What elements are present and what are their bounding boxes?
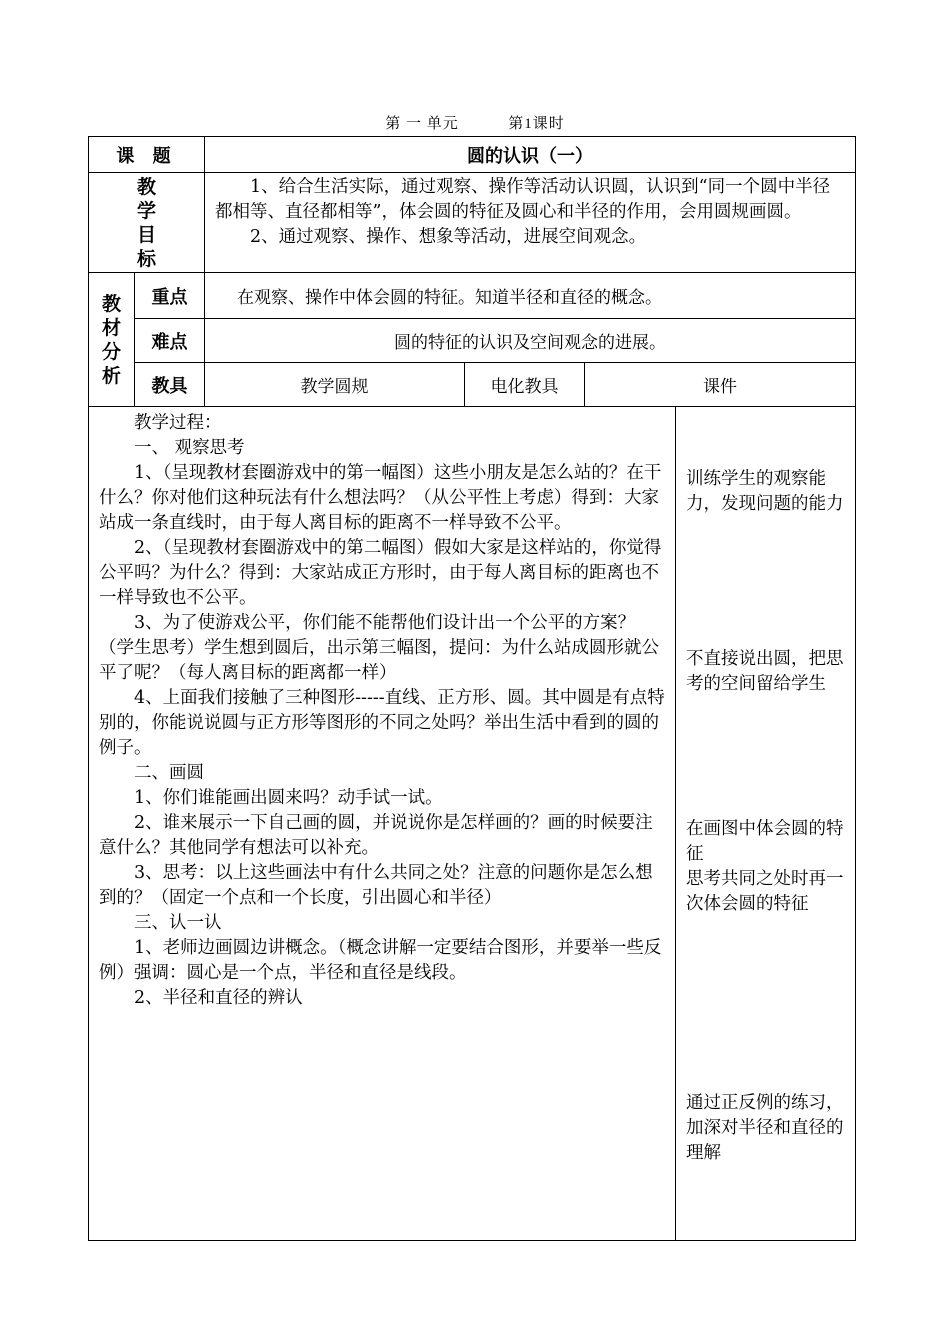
note-4: 思考共同之处时再一次体会圆的特征	[686, 869, 844, 914]
teaching-process	[89, 407, 676, 1241]
section-heading: 三、认一认	[134, 913, 222, 933]
process-paragraph: 2、半径和直径的辨认	[134, 988, 303, 1008]
process-paragraph: 3、为了使游戏公平，你们能不能帮他们设计出一个公平的方案？（学生思考）学生想到圆后，出示第三幅图，提问：为什么站成圆形就公平了呢？（每人离目标的距离都一样）	[99, 613, 659, 683]
topic-label: 课 题	[89, 137, 205, 173]
goals-label: 教 学 目 标	[89, 173, 205, 273]
tools-label: 教具	[135, 363, 205, 407]
process-paragraph: 1、（呈现教材套圈游戏中的第一幅图）这些小朋友是怎么站的？在干什么？你对他们这种玩法有什么想法吗？（从公平性上考虑）得到：大家站成一条直线时，由于每人离目标的距离不一样导致不公平。	[99, 463, 662, 533]
section-heading: 一、 观察思考	[134, 438, 245, 458]
analysis-label: 教 材 分 析	[89, 273, 135, 407]
teaching-goals	[205, 173, 856, 273]
unit-label: 第 一 单元	[385, 116, 459, 132]
process-paragraph: 2、（呈现教材套圈游戏中的第二幅图）假如大家是这样站的，你觉得公平吗？为什么？得到：大家站成正方形时，由于每人离目标的距离也不一样导致也不公平。	[99, 538, 662, 608]
page-header	[0, 112, 950, 133]
goal-1: 1、给合生活实际，通过观察、操作等活动认识圆，认识到“同一个圆中半径都相等、直径都相等”，体会圆的特征及圆心和半径的作用，会用圆规画圆。	[215, 177, 831, 222]
tool-electronic: 电化教具	[465, 363, 585, 407]
process-paragraph: 4、上面我们接触了三种图形-----直线、正方形、圆。其中圆是有点特别的，你能说说圆与正方形等图形的不同之处吗？举出生活中看到的圆的例子。	[99, 688, 665, 758]
tool-compass: 教学圆规	[205, 363, 465, 407]
key-label: 重点	[135, 273, 205, 319]
process-paragraph: 1、你们谁能画出圆来吗？动手试一试。	[134, 788, 443, 808]
tool-courseware: 课件	[585, 363, 856, 407]
section-heading: 二、画圆	[134, 763, 204, 783]
key-value: 在观察、操作中体会圆的特征。知道半径和直径的概念。	[205, 273, 856, 319]
note-1: 训练学生的观察能力，发现问题的能力	[686, 469, 844, 514]
process-paragraph: 3、思考：以上这些画法中有什么共同之处？注意的问题你是怎么想到的？（固定一个点和一个长度，引出圆心和半径）	[99, 863, 653, 908]
process-title: 教学过程：	[134, 413, 222, 433]
process-paragraph: 2、谁来展示一下自己画的圆，并说说你是怎样画的？画的时候要注意什么？其他同学有想法可以补充。	[99, 813, 653, 858]
teaching-notes	[676, 407, 856, 1241]
lesson-label: 第1课时	[508, 116, 565, 132]
process-paragraph: 1、老师边画圆边讲概念。（概念讲解一定要结合图形，并要举一些反例）强调：圆心是一个点，半径和直径是线段。	[99, 938, 662, 983]
note-2: 不直接说出圆，把思考的空间留给学生	[686, 649, 844, 694]
note-5: 通过正反例的练习，加深对半径和直径的理解	[686, 1093, 844, 1163]
lesson-plan-table	[88, 136, 856, 1241]
note-3: 在画图中体会圆的特征	[686, 819, 844, 864]
difficulty-label: 难点	[135, 319, 205, 363]
topic-value: 圆的认识（一）	[205, 137, 856, 173]
goal-2: 2、通过观察、操作、想象等活动，进展空间观念。	[250, 227, 647, 247]
difficulty-value: 圆的特征的认识及空间观念的进展。	[205, 319, 856, 363]
